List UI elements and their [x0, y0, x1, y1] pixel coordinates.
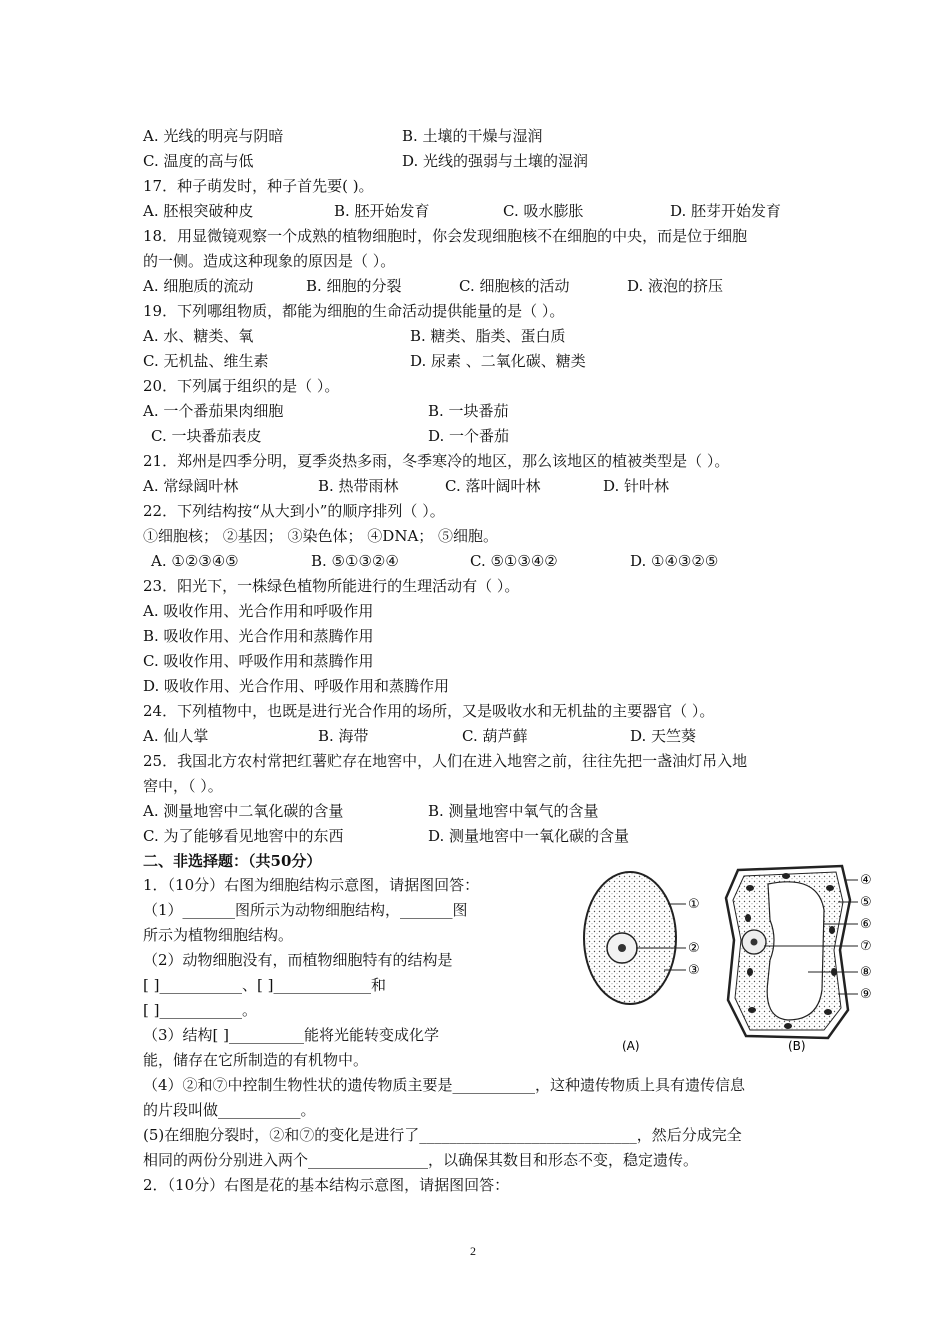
- q20-stem: 20．下列属于组织的是（ ）。: [143, 377, 340, 395]
- page-number: 2: [470, 1244, 476, 1258]
- vacuole: [767, 882, 824, 1020]
- q23-option-a: A. 吸收作用、光合作用和呼吸作用: [143, 602, 374, 620]
- q24-option-b: B. 海带: [318, 727, 369, 745]
- q16-option-b: B. 土壤的干燥与湿润: [402, 127, 543, 145]
- q25-stem-line2: 窖中，（ ）。: [143, 777, 223, 795]
- q21-option-a: A. 常绿阔叶林: [143, 477, 239, 495]
- p1-q2-line3: [ ]___________。: [143, 1001, 257, 1019]
- marker-4: ④: [860, 873, 872, 888]
- figure-label-a: (A): [622, 1039, 640, 1053]
- q22-items: ①细胞核； ②基因； ③染色体； ④DNA； ⑤细胞。: [143, 527, 499, 545]
- marker-3: ③: [688, 963, 700, 978]
- q21-option-c: C. 落叶阔叶林: [445, 477, 541, 495]
- q25-stem-line1: 25．我国北方农村常把红薯贮存在地窖中，人们在进入地窖之前，往往先把一盏油灯吊入地: [143, 752, 748, 770]
- q25-option-b: B. 测量地窖中氧气的含量: [428, 802, 599, 820]
- marker-5: ⑤: [860, 895, 872, 910]
- q18-option-d: D. 液泡的挤压: [627, 277, 724, 295]
- p1-q4-line1: （4）②和⑦中控制生物性状的遗传物质主要是___________，这种遗传物质上具有遗传信息: [143, 1076, 746, 1094]
- q18-option-c: C. 细胞核的活动: [459, 277, 570, 295]
- q19-option-a: A. 水、糖类、氧: [143, 327, 254, 345]
- marker-8: ⑧: [860, 965, 872, 980]
- q17-option-a: A. 胚根突破种皮: [143, 202, 254, 220]
- q23-option-c: C. 吸收作用、呼吸作用和蒸腾作用: [143, 652, 374, 670]
- q20-option-c: C. 一块番茄表皮: [151, 427, 262, 445]
- p1-q5-line2: 相同的两份分别进入两个________________，以确保其数目和形态不变，稳定遗传。: [143, 1151, 699, 1169]
- q22-option-d: D. ①④③②⑤: [630, 552, 719, 570]
- p1-q4-line2: 的片段叫做___________。: [143, 1101, 316, 1119]
- q16-option-a: A. 光线的明亮与阴暗: [143, 127, 284, 145]
- q19-option-b: B. 糖类、脂类、蛋白质: [410, 327, 566, 345]
- q24-option-a: A. 仙人掌: [143, 727, 209, 745]
- animal-cell-nucleolus: [618, 944, 626, 952]
- cell-structure-figure: [578, 860, 878, 1055]
- q21-option-b: B. 热带雨林: [318, 477, 399, 495]
- p1-q3-line1: （3）结构[ ]__________能将光能转变成化学: [143, 1026, 440, 1044]
- q18-stem-line1: 18．用显微镜观察一个成熟的植物细胞时，你会发现细胞核不在细胞的中央，而是位于细胞: [143, 227, 748, 245]
- q18-stem-line2: 的一侧。造成这种现象的原因是（ ）。: [143, 252, 396, 270]
- q17-option-b: B. 胚开始发育: [334, 202, 430, 220]
- q25-option-a: A. 测量地窖中二氧化碳的含量: [143, 802, 344, 820]
- q20-option-b: B. 一块番茄: [428, 402, 509, 420]
- marker-1: ①: [688, 897, 700, 912]
- q17-option-c: C. 吸水膨胀: [503, 202, 584, 220]
- q23-stem: 23．阳光下，一株绿色植物所能进行的生理活动有（ ）。: [143, 577, 520, 595]
- q17-stem: 17．种子萌发时，种子首先要( )。: [143, 177, 374, 195]
- p1-q3-line2: 能，储存在它所制造的有机物中。: [143, 1051, 369, 1069]
- q22-option-a: A. ①②③④⑤: [151, 552, 239, 570]
- q25-option-c: C. 为了能够看见地窖中的东西: [143, 827, 344, 845]
- q20-option-a: A. 一个番茄果肉细胞: [143, 402, 284, 420]
- q20-option-d: D. 一个番茄: [428, 427, 510, 445]
- marker-9: ⑨: [860, 987, 872, 1002]
- marker-2: ②: [688, 941, 700, 956]
- q24-option-c: C. 葫芦藓: [462, 727, 528, 745]
- marker-6: ⑥: [860, 917, 872, 932]
- q17-option-d: D. 胚芽开始发育: [670, 202, 782, 220]
- figure-label-b: (B): [788, 1039, 806, 1053]
- q16-option-c: C. 温度的高与低: [143, 152, 254, 170]
- q21-stem: 21．郑州是四季分明，夏季炎热多雨，冬季寒冷的地区，那么该地区的植被类型是（ ）。: [143, 452, 730, 470]
- marker-7: ⑦: [860, 939, 872, 954]
- q23-option-d: D. 吸收作用、光合作用、呼吸作用和蒸腾作用: [143, 677, 450, 695]
- q19-option-d: D. 尿素 、二氧化碳、糖类: [410, 352, 586, 370]
- q16-option-d: D. 光线的强弱与土壤的湿润: [402, 152, 589, 170]
- p1-q2-line1: （2）动物细胞没有，而植物细胞特有的结构是: [143, 951, 453, 969]
- q19-option-c: C. 无机盐、维生素: [143, 352, 269, 370]
- q23-option-b: B. 吸收作用、光合作用和蒸腾作用: [143, 627, 374, 645]
- p1-q1-line2: 所示为植物细胞结构。: [143, 926, 294, 944]
- q22-stem: 22．下列结构按“从大到小”的顺序排列（ ）。: [143, 502, 445, 520]
- q24-stem: 24．下列植物中，也既是进行光合作用的场所，又是吸收水和无机盐的主要器官（ ）。: [143, 702, 715, 720]
- p2-title: 2．（10分）右图是花的基本结构示意图，请据图回答：: [143, 1176, 510, 1194]
- section-title: 二、非选择题：（共50分）: [143, 852, 322, 870]
- q25-option-d: D. 测量地窖中一氧化碳的含量: [428, 827, 630, 845]
- q22-option-c: C. ⑤①③④②: [470, 552, 558, 570]
- q22-option-b: B. ⑤①③②④: [311, 552, 399, 570]
- q18-option-a: A. 细胞质的流动: [143, 277, 254, 295]
- q24-option-d: D. 天竺葵: [630, 727, 697, 745]
- p1-q5-line1: (5)在细胞分裂时，②和⑦的变化是进行了_____________________________，然后分成完全: [143, 1126, 742, 1144]
- q18-option-b: B. 细胞的分裂: [306, 277, 402, 295]
- p1-q1-line1: （1）_______图所示为动物细胞结构，_______图: [143, 901, 468, 919]
- q19-stem: 19．下列哪组物质，都能为细胞的生命活动提供能量的是（ ）。: [143, 302, 565, 320]
- p1-title: 1．（10分）右图为细胞结构示意图，请据图回答：: [143, 876, 480, 894]
- p1-q2-line2: [ ]___________、[ ]_____________和: [143, 976, 386, 994]
- q21-option-d: D. 针叶林: [603, 477, 670, 495]
